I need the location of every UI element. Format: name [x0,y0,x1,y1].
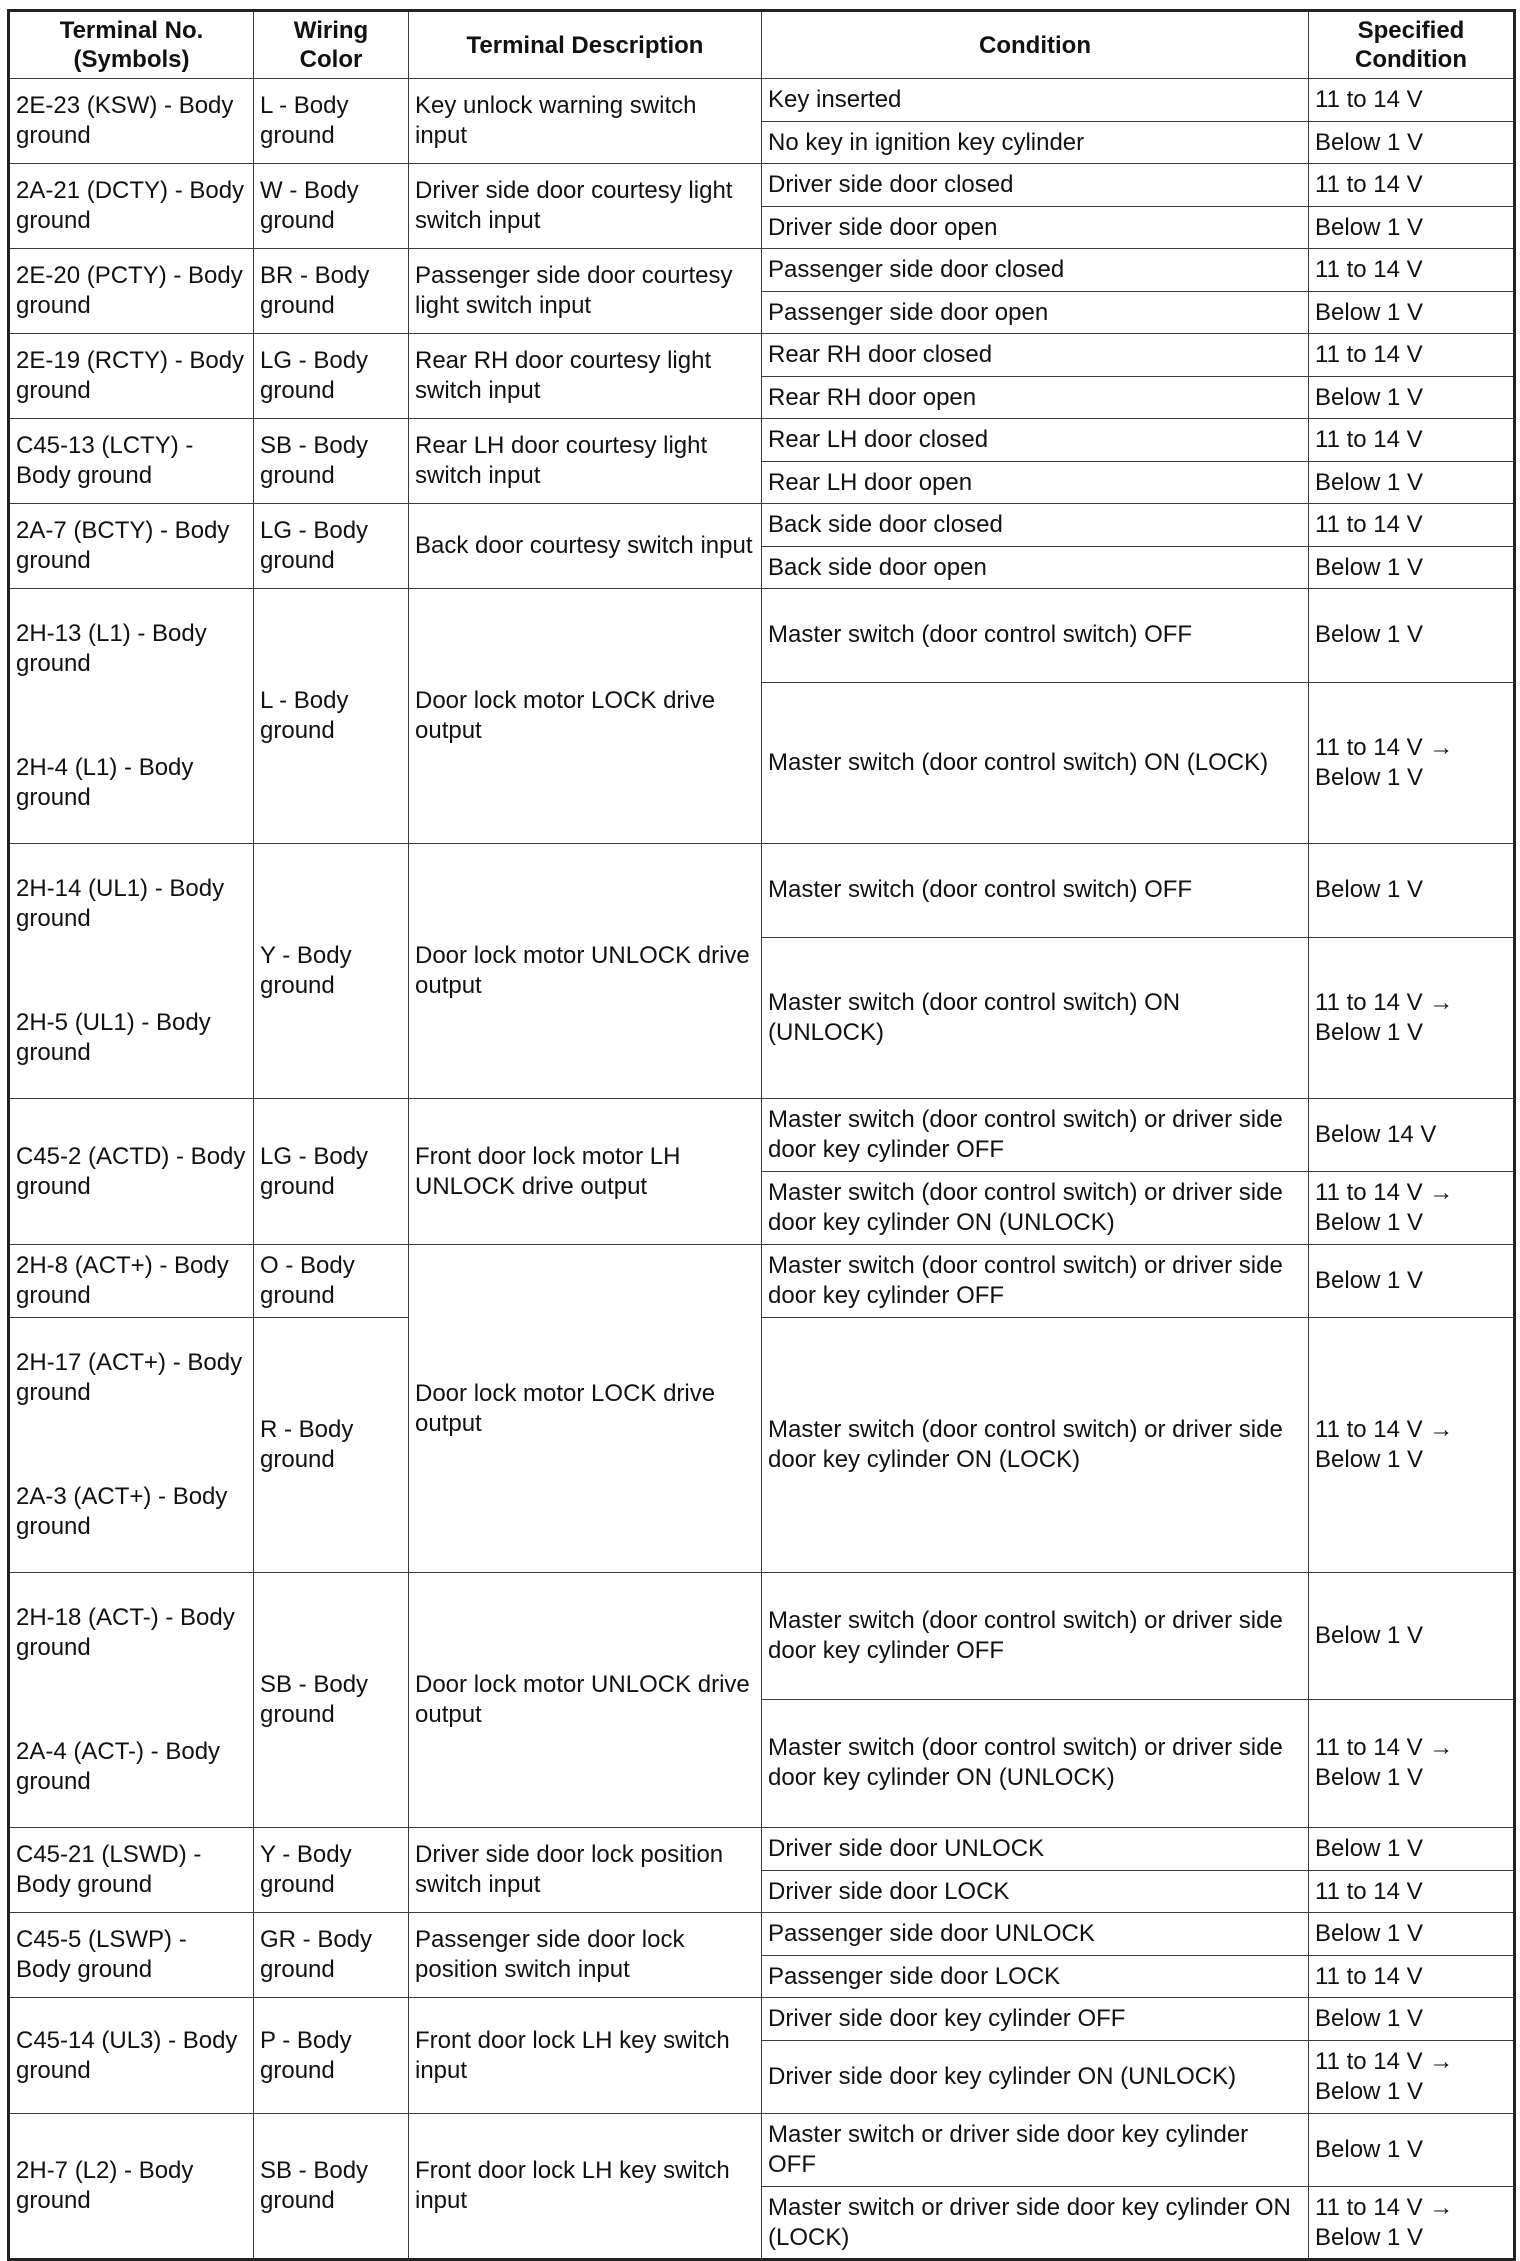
condition-cell: Rear LH door open [762,462,1309,504]
table-row [9,589,1515,683]
spec-cell: 11 to 14 V → Below 1 V [1309,1318,1515,1573]
table-row [9,1828,1515,1871]
spec-cell: Below 1 V [1309,207,1515,249]
condition-cell: Key inserted [762,79,1309,122]
terminal-cell: C45-14 (UL3) - Body ground [9,1998,254,2114]
terminal-cell: 2A-7 (BCTY) - Body ground [9,504,254,589]
table-row [9,2114,1515,2187]
spec-cell: 11 to 14 V → Below 1 V [1309,1172,1515,1245]
wiring-cell: O - Body ground [254,1245,409,1318]
wiring-cell: W - Body ground [254,164,409,249]
terminal-gap [16,1438,247,1452]
condition-cell: Master switch or driver side door key cylinder ON (LOCK) [762,2187,1309,2260]
terminal-cell: C45-2 (ACTD) - Body ground [9,1099,254,1245]
wiring-cell: L - Body ground [254,589,409,844]
table-row [9,79,1515,122]
spec-cell: 11 to 14 V [1309,334,1515,377]
header-wiring: Wiring Color [254,11,409,79]
description-cell: Front door lock motor LH UNLOCK drive output [409,1099,762,1245]
condition-cell: Driver side door key cylinder OFF [762,1998,1309,2041]
spec-cell: Below 1 V [1309,1828,1515,1871]
terminal-cell [9,589,254,844]
condition-cell: Passenger side door open [762,292,1309,334]
terminal-cell: C45-5 (LSWP) - Body ground [9,1913,254,1998]
spec-cell: 11 to 14 V → Below 1 V [1309,937,1515,1098]
spec-cell: 11 to 14 V [1309,1871,1515,1913]
table-row [9,334,1515,377]
table-row [9,1099,1515,1172]
spec-cell: 11 to 14 V → Below 1 V [1309,2187,1515,2260]
condition-cell: Master switch (door control switch) or driver side door key cylinder ON (UNLOCK) [762,1172,1309,1245]
spec-cell: Below 1 V [1309,2114,1515,2187]
table-row [9,164,1515,207]
wiring-cell: GR - Body ground [254,1913,409,1998]
condition-cell: Driver side door closed [762,164,1309,207]
terminal-cell [9,1573,254,1828]
header-condition: Condition [762,11,1309,79]
terminal-line: 2A-4 (ACT-) - Body ground [16,1738,221,1795]
spec-cell: 11 to 14 V [1309,164,1515,207]
terminal-line: 2H-13 (L1) - Body ground [16,620,207,677]
condition-cell: Passenger side door UNLOCK [762,1913,1309,1956]
spec-cell: Below 1 V [1309,292,1515,334]
table-row [9,1998,1515,2041]
wiring-cell: L - Body ground [254,79,409,164]
condition-cell: Master switch or driver side door key cylinder OFF [762,2114,1309,2187]
terminal-cell: 2A-21 (DCTY) - Body ground [9,164,254,249]
wiring-cell: LG - Body ground [254,1099,409,1245]
terminal-cell: 2H-7 (L2) - Body ground [9,2114,254,2260]
spec-cell: 11 to 14 V → Below 1 V [1309,2041,1515,2114]
wiring-cell: SB - Body ground [254,419,409,504]
condition-cell: Master switch (door control switch) or driver side door key cylinder ON (UNLOCK) [762,1699,1309,1827]
condition-cell: Driver side door key cylinder ON (UNLOCK) [762,2041,1309,2114]
description-cell: Door lock motor LOCK drive output [409,589,762,844]
terminal-line: 2H-17 (ACT+) - Body ground [16,1349,243,1406]
condition-cell: Driver side door LOCK [762,1871,1309,1913]
terminal-cell: 2H-8 (ACT+) - Body ground [9,1245,254,1318]
description-cell: Front door lock LH key switch input [409,1998,762,2114]
table-row [9,1573,1515,1700]
spec-cell: 11 to 14 V [1309,419,1515,462]
spec-cell: 11 to 14 V [1309,79,1515,122]
table-row [9,419,1515,462]
header-terminal: Terminal No. (Symbols) [9,11,254,79]
description-cell: Door lock motor UNLOCK drive output [409,1573,762,1828]
condition-cell: Driver side door UNLOCK [762,1828,1309,1871]
terminal-line: 2H-4 (L1) - Body ground [16,754,194,811]
terminal-cell: 2E-23 (KSW) - Body ground [9,79,254,164]
spec-cell: 11 to 14 V [1309,249,1515,292]
condition-cell: Rear LH door closed [762,419,1309,462]
terminal-cell [9,1318,254,1573]
wiring-cell: Y - Body ground [254,1828,409,1913]
terminal-cell [9,844,254,1099]
table-row [9,1318,1515,1573]
condition-cell: Back side door closed [762,504,1309,547]
terminal-line: 2H-14 (UL1) - Body ground [16,875,225,932]
terminal-table-wrapper [7,9,1516,2261]
condition-cell: Master switch (door control switch) or driver side door key cylinder ON (LOCK) [762,1318,1309,1573]
wiring-cell: R - Body ground [254,1318,409,1573]
table-row [9,504,1515,547]
spec-cell: Below 14 V [1309,1099,1515,1172]
terminal-gap [16,1693,247,1707]
description-cell: Door lock motor LOCK drive output [409,1245,762,1573]
wiring-cell: Y - Body ground [254,844,409,1099]
wiring-cell: P - Body ground [254,1998,409,2114]
wiring-cell: LG - Body ground [254,334,409,419]
spec-cell: Below 1 V [1309,1913,1515,1956]
header-description: Terminal Description [409,11,762,79]
terminal-cell: 2E-19 (RCTY) - Body ground [9,334,254,419]
description-cell: Door lock motor UNLOCK drive output [409,844,762,1099]
terminal-gap [16,964,247,978]
wiring-cell: SB - Body ground [254,2114,409,2260]
terminal-table [7,9,1516,2261]
description-cell: Passenger side door courtesy light switch input [409,249,762,334]
spec-cell: Below 1 V [1309,377,1515,419]
condition-cell: Passenger side door closed [762,249,1309,292]
description-cell: Front door lock LH key switch input [409,2114,762,2260]
spec-cell: Below 1 V [1309,1998,1515,2041]
wiring-cell: BR - Body ground [254,249,409,334]
table-row [9,844,1515,938]
terminal-cell: C45-21 (LSWD) - Body ground [9,1828,254,1913]
condition-cell: Master switch (door control switch) OFF [762,589,1309,683]
table-row [9,1245,1515,1318]
spec-cell: Below 1 V [1309,844,1515,938]
description-cell: Rear RH door courtesy light switch input [409,334,762,419]
condition-cell: Passenger side door LOCK [762,1956,1309,1998]
spec-cell: 11 to 14 V → Below 1 V [1309,682,1515,843]
condition-cell: Back side door open [762,547,1309,589]
condition-cell: Rear RH door open [762,377,1309,419]
description-cell: Passenger side door lock position switch input [409,1913,762,1998]
condition-cell: Master switch (door control switch) or driver side door key cylinder OFF [762,1573,1309,1700]
spec-cell: Below 1 V [1309,462,1515,504]
terminal-cell: 2E-20 (PCTY) - Body ground [9,249,254,334]
description-cell: Driver side door courtesy light switch input [409,164,762,249]
spec-cell: 11 to 14 V [1309,1956,1515,1998]
header-row [9,11,1515,79]
condition-cell: Master switch (door control switch) ON (LOCK) [762,682,1309,843]
terminal-cell: C45-13 (LCTY) - Body ground [9,419,254,504]
description-cell: Driver side door lock position switch input [409,1828,762,1913]
spec-cell: Below 1 V [1309,1573,1515,1700]
condition-cell: Master switch (door control switch) or driver side door key cylinder OFF [762,1245,1309,1318]
condition-cell: No key in ignition key cylinder [762,122,1309,164]
table-row [9,1913,1515,1956]
terminal-line: 2A-3 (ACT+) - Body ground [16,1483,228,1540]
description-cell: Key unlock warning switch input [409,79,762,164]
terminal-line: 2H-18 (ACT-) - Body ground [16,1604,235,1661]
wiring-cell: LG - Body ground [254,504,409,589]
condition-cell: Master switch (door control switch) OFF [762,844,1309,938]
spec-cell: 11 to 14 V [1309,504,1515,547]
condition-cell: Master switch (door control switch) ON (UNLOCK) [762,937,1309,1098]
spec-cell: Below 1 V [1309,589,1515,683]
spec-cell: Below 1 V [1309,1245,1515,1318]
condition-cell: Driver side door open [762,207,1309,249]
description-cell: Rear LH door courtesy light switch input [409,419,762,504]
spec-cell: 11 to 14 V → Below 1 V [1309,1699,1515,1827]
condition-cell: Master switch (door control switch) or driver side door key cylinder OFF [762,1099,1309,1172]
terminal-line: 2H-5 (UL1) - Body ground [16,1009,211,1066]
spec-cell: Below 1 V [1309,547,1515,589]
spec-cell: Below 1 V [1309,122,1515,164]
condition-cell: Rear RH door closed [762,334,1309,377]
terminal-gap [16,709,247,723]
description-cell: Back door courtesy switch input [409,504,762,589]
table-row [9,249,1515,292]
header-specified: Specified Condition [1309,11,1515,79]
wiring-cell: SB - Body ground [254,1573,409,1828]
